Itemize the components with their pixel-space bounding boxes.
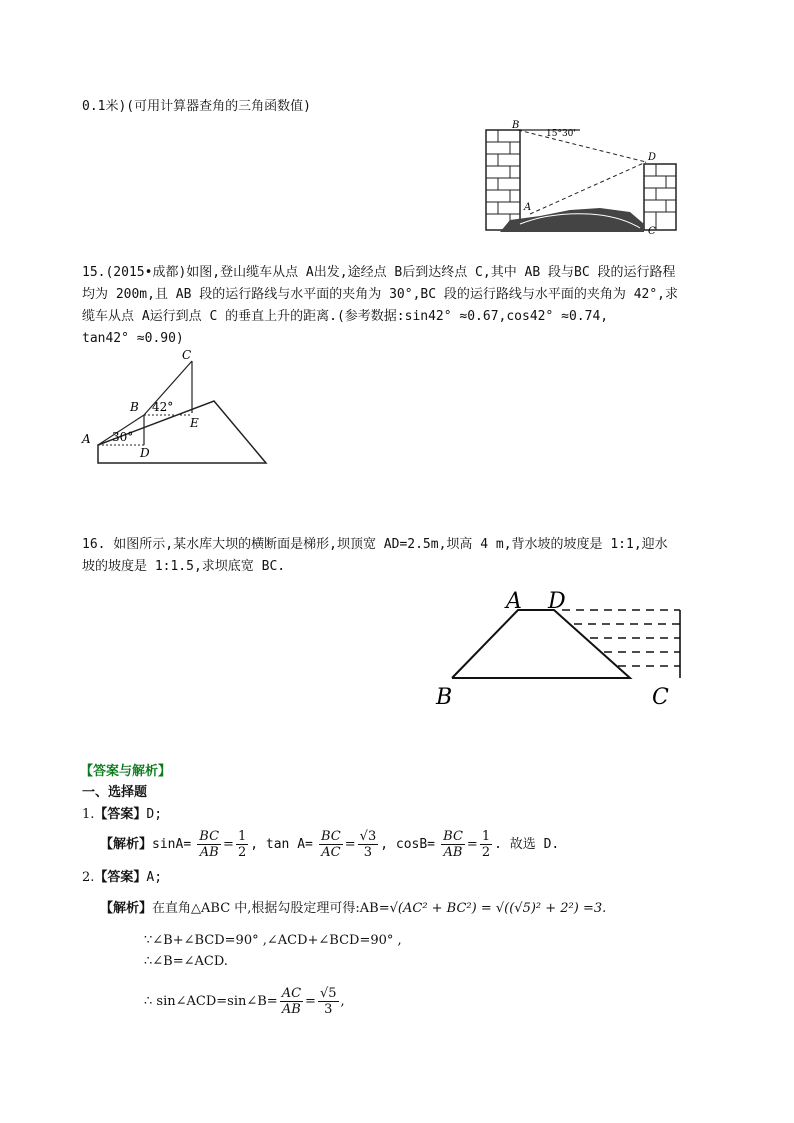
- frac-ac-ab: [280, 986, 303, 1017]
- fig15-label-b: B: [130, 400, 139, 414]
- fig15-angle30: 30°: [112, 430, 134, 444]
- q15-line1: 15.(2015•成都)如图,登山缆车从点 A出发,途经点 B后到达终点 C,其中 AB 段与BC 段的运行路程: [82, 265, 676, 280]
- cable-car-figure: [78, 345, 278, 470]
- frac-num: √5: [319, 986, 337, 1001]
- answer2-s3: ∴ sin∠ACD=sin∠B=: [144, 994, 278, 1009]
- answer2-value: A;: [146, 870, 163, 885]
- frac-num: √3: [359, 829, 377, 844]
- water-lines: [562, 610, 680, 678]
- fig16-label-d: D: [548, 589, 566, 614]
- label-d: D: [648, 152, 657, 163]
- dam-figure: [432, 584, 692, 714]
- frac-den: 2: [481, 845, 491, 860]
- frac-num: BC: [443, 829, 463, 844]
- frac-den: AB: [443, 845, 463, 860]
- q15-line2: 均为 200m,且 AB 段的运行路线与水平面的夹角为 30°,BC 段的运行路线与水平面的夹角为 42°,求: [82, 287, 679, 302]
- ad-dashed-line: [530, 162, 646, 214]
- fig16-label-b: B: [436, 685, 453, 710]
- frac-1-2-b: [480, 829, 492, 860]
- frac-den: AC: [321, 845, 341, 860]
- answer2-step2: ∴∠B=∠ACD.: [144, 954, 228, 969]
- answer2-tag: 【答案】: [94, 870, 147, 885]
- frac-den: AB: [199, 845, 219, 860]
- answer2-eq: √(AC² + BC²) = √((√5)² + 2²) =3.: [389, 901, 607, 916]
- answer1-explanation: 【解析】sinA= $\frac{BC}{AB}$ = $\frac{1}{2}$ , tan A= $\frac{BC}{AC}$ = $\frac{√3}{3}$ , cosB= $\frac{BC}{AB}$ = $\frac{1}{2}$ . 故选 D.: [100, 829, 560, 860]
- answer2-step1: ∵∠B+∠BCD=90° ,∠ACD+∠BCD=90° ,: [144, 933, 402, 948]
- q15-line3: 缆车从点 A运行到点 C 的垂直上升的距离.(参考数据:sin42° ≈0.67,cos42° ≈0.74,: [82, 309, 609, 324]
- answer2-expl: 在直角△ABC 中,根据勾股定理可得:AB=: [152, 901, 390, 916]
- frac-den: 3: [363, 845, 373, 860]
- answer1: [82, 806, 162, 824]
- fig15-label-e: E: [190, 416, 199, 430]
- frac-root3-3: [358, 829, 379, 860]
- frac-num: BC: [199, 829, 220, 844]
- fig16-label-c: C: [652, 685, 669, 710]
- label-angle: 15°30': [546, 129, 576, 139]
- frac-num: AC: [281, 986, 302, 1001]
- bd-dashed-line: [518, 130, 646, 162]
- q16-line2: 坡的坡度是 1:1.5,求坝底宽 BC.: [82, 559, 286, 574]
- answer2-step3: ∴ sin∠ACD=sin∠B= $\frac{AC}{AB}$ = $\frac{√5}{3}$ ,: [144, 986, 345, 1017]
- answer1-tag: 【答案】: [94, 807, 147, 822]
- section-title: 一、选择题: [82, 785, 148, 800]
- dam-trapezoid: [452, 610, 630, 678]
- fig15-label-d: D: [140, 446, 150, 460]
- q15-line4: tan42° ≈0.90): [82, 331, 184, 346]
- label-a: A: [524, 202, 532, 213]
- frac-num: BC: [321, 829, 341, 844]
- answer1-value: D;: [146, 807, 163, 822]
- frac-bc-ac: [319, 829, 343, 860]
- frac-num: 1: [237, 829, 247, 844]
- answers-header: 【答案与解析】: [80, 764, 172, 779]
- answer1-expl-tag: 【解析】: [100, 837, 153, 852]
- frac-num: 1: [481, 829, 491, 844]
- fig16-label-a: A: [506, 589, 522, 614]
- answer1-t2: , tan A=: [250, 837, 313, 852]
- tower-photo-figure: [480, 120, 690, 240]
- answer2-label: 2.: [82, 870, 95, 885]
- frac-den: 2: [237, 845, 247, 860]
- answer2-explanation: [100, 900, 606, 918]
- fig15-label-a: A: [82, 432, 91, 446]
- answer1-t4: . 故选 D.: [494, 837, 560, 852]
- label-b: B: [512, 120, 520, 131]
- frac-den: 3: [324, 1002, 333, 1017]
- intro-line: 0.1米)(可用计算器查角的三角函数值): [82, 99, 311, 114]
- label-c: C: [648, 226, 656, 237]
- q16-line1: 16. 如图所示,某水库大坝的横断面是梯形,坝顶宽 AD=2.5m,坝高 4 m,背水坡的坡度是 1:1,迎水: [82, 537, 668, 552]
- frac-1-2: [236, 829, 248, 860]
- answer1-label: 1.: [82, 807, 95, 822]
- fig15-angle42: 42°: [152, 400, 174, 414]
- answer2-s3end: ,: [340, 994, 345, 1009]
- frac-bc-ab: [197, 829, 221, 860]
- right-building: [644, 164, 676, 230]
- answer2: [82, 869, 162, 887]
- left-building: [486, 130, 520, 230]
- frac-root5-3: [318, 986, 339, 1017]
- answer1-t3: , cosB=: [380, 837, 436, 852]
- fig15-label-c: C: [182, 348, 192, 362]
- frac-bc-ab-2: [441, 829, 465, 860]
- frac-den: AB: [281, 1002, 301, 1017]
- answer2-expl-tag: 【解析】: [100, 901, 153, 916]
- answer1-t1: sinA=: [152, 837, 192, 852]
